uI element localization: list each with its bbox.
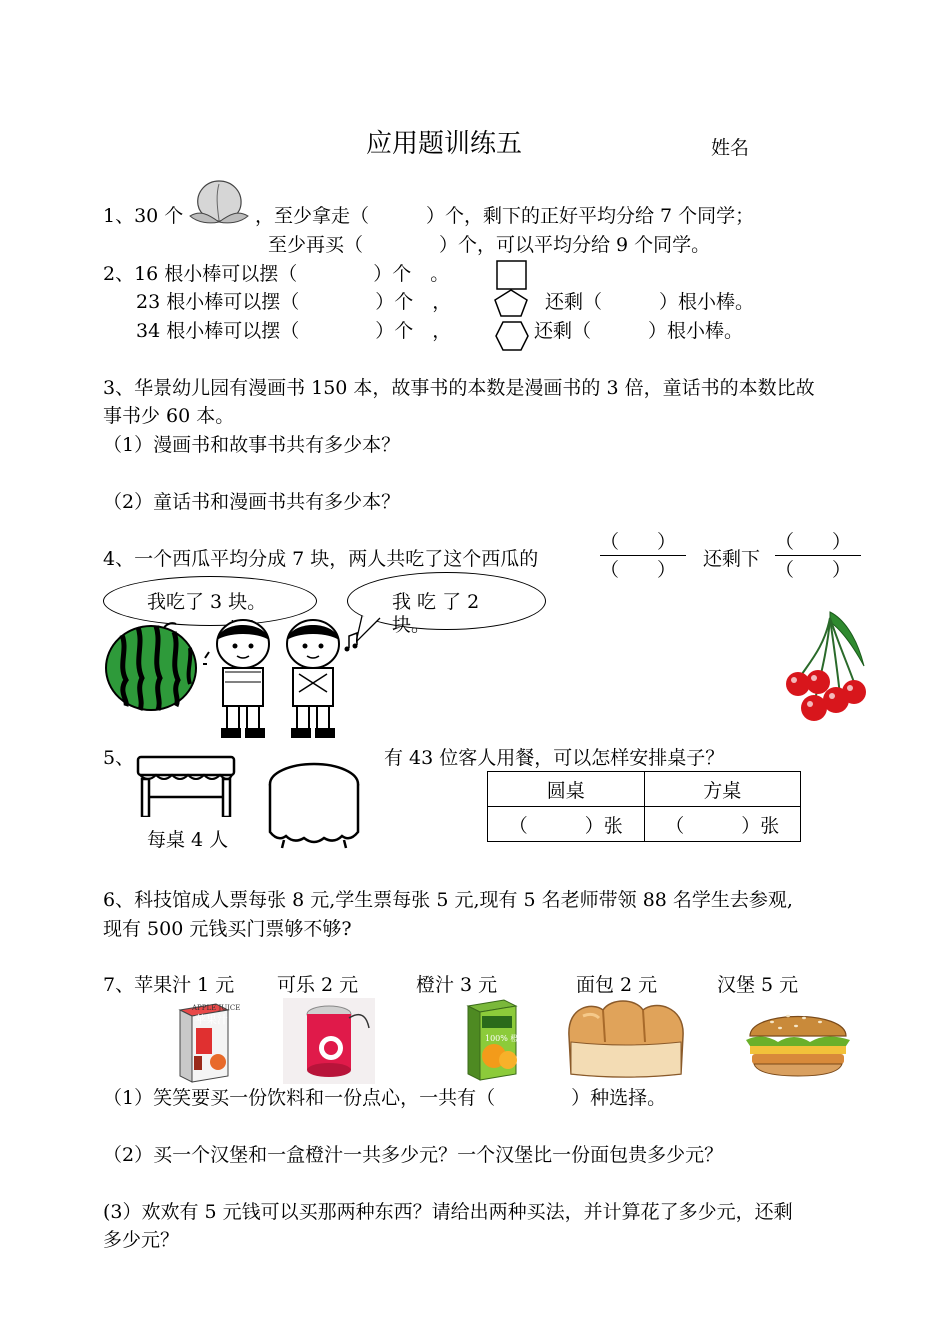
bread-icon xyxy=(563,996,689,1080)
q5-prefix: 5、 xyxy=(103,747,135,769)
cola-can-icon xyxy=(283,998,375,1084)
q1-line2: 至少再买（ ）个，可以平均分给 9 个同学。 xyxy=(268,234,711,256)
table-cell-square: （ ）张 xyxy=(644,807,801,842)
square-table-icon xyxy=(136,755,236,817)
watermelon-icon xyxy=(104,620,200,712)
fraction-eaten xyxy=(600,530,686,582)
fraction-eaten-denominator: （ ） xyxy=(600,559,677,581)
q7-sub3-line1: (3）欢欢有 5 元钱可以买那两种东西？请给出两种买法，并计算花了多少元，还剩 xyxy=(103,1201,793,1223)
table-header-row xyxy=(488,772,801,807)
page-title: 应用题训练五 xyxy=(366,129,523,159)
q2-line-c-tail: 还剩（ ）根小棒。 xyxy=(534,320,744,342)
q7-item-bread: 面包 2 元 xyxy=(576,974,658,996)
speech-text-left: 我吃了 3 块。 xyxy=(147,591,267,613)
q3-line1: 3、华景幼儿园有漫画书 150 本，故事书的本数是漫画书的 3 倍，童话书的本数比故 xyxy=(103,377,815,399)
q2-line-b: 23 根小棒可以摆（ ）个 ， xyxy=(136,291,452,313)
peach-icon xyxy=(186,176,252,226)
speech-text-right-2: 块。 xyxy=(392,614,431,636)
fraction-remaining-numerator: （ ） xyxy=(775,531,852,553)
q7-sub1: （1）笑笑要买一份饮料和一份点心，一共有（ ）种选择。 xyxy=(103,1087,667,1109)
name-label: 姓名 xyxy=(711,137,750,159)
round-table-icon xyxy=(266,762,362,850)
fraction-eaten-numerator: （ ） xyxy=(600,531,677,553)
cherries-icon xyxy=(784,608,872,732)
apple-juice-english-label: APPLE JUICE xyxy=(192,1004,241,1012)
pentagon-icon xyxy=(493,288,529,318)
table-cell-round: （ ）张 xyxy=(488,807,645,842)
square-icon xyxy=(496,260,528,290)
q4-text: 4、一个西瓜平均分成 7 块，两人共吃了这个西瓜的 xyxy=(103,548,539,570)
apple-juice-label: 苹果汁 xyxy=(195,1013,228,1026)
q7-item-burger: 汉堡 5 元 xyxy=(717,974,799,996)
fraction-remaining xyxy=(775,530,861,582)
q7-item-cola: 可乐 2 元 xyxy=(277,974,359,996)
q7-item-apple-juice: 7、苹果汁 1 元 xyxy=(103,974,235,996)
hexagon-icon xyxy=(494,320,530,352)
orange-juice-label: 100% 橙汁 xyxy=(485,1034,527,1043)
q7-sub2: （2）买一个汉堡和一盒橙汁一共多少元？一个汉堡比一份面包贵多少元？ xyxy=(103,1144,724,1166)
table-header-round: 圆桌 xyxy=(488,772,645,807)
q6-line2: 现有 500 元钱买门票够不够? xyxy=(103,918,352,940)
fraction-remaining-denominator: （ ） xyxy=(775,559,852,581)
table-row xyxy=(488,807,801,842)
q1-prefix: 1、30 个 xyxy=(103,205,184,227)
q3-sub1: （1）漫画书和故事书共有多少本？ xyxy=(103,434,401,456)
q2-line-a: 2、16 根小棒可以摆（ ）个 。 xyxy=(103,263,450,285)
burger-icon xyxy=(742,1000,854,1080)
q5-text: 有 43 位客人用餐，可以怎样安排桌子？ xyxy=(384,747,725,769)
q3-sub2: （2）童话书和漫画书共有多少本？ xyxy=(103,491,401,513)
q2-line-b-tail: 还剩（ ）根小棒。 xyxy=(545,291,755,313)
speech-text-right-1: 我 吃 了 2 xyxy=(392,591,480,613)
q5-caption: 每桌 4 人 xyxy=(147,829,229,851)
q4-remain-label: 还剩下 xyxy=(703,548,761,570)
q7-sub3-line2: 多少元？ xyxy=(103,1229,180,1251)
q2-line-c: 34 根小棒可以摆（ ）个 ， xyxy=(136,320,452,342)
q6-line1: 6、科技馆成人票每张 8 元,学生票每张 5 元,现有 5 名老师带领 88 名学生去参观, xyxy=(103,889,793,911)
q1-text: ，至少拿走（ ）个，剩下的正好平均分给 7 个同学； xyxy=(255,205,755,227)
table-header-square: 方桌 xyxy=(644,772,801,807)
q5-table xyxy=(487,771,801,842)
q7-item-orange-juice: 橙汁 3 元 xyxy=(416,974,498,996)
children-icon xyxy=(195,612,365,740)
q3-line2: 事书少 60 本。 xyxy=(103,405,235,427)
